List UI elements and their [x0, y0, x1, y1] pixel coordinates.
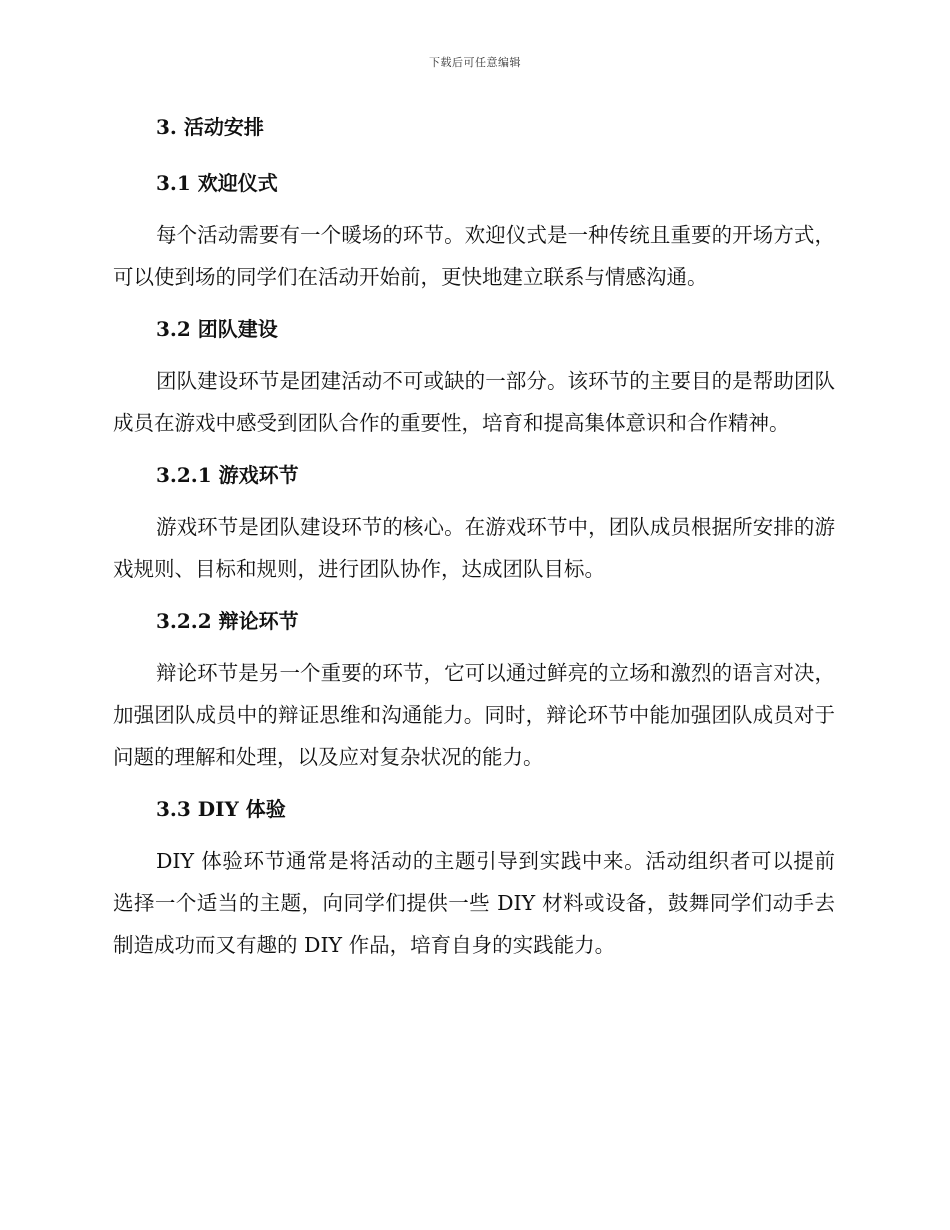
section-heading-3-2-2: 3.2.2 辩论环节 — [156, 609, 299, 633]
section-heading-3-2-1: 3.2.1 游戏环节 — [156, 463, 299, 487]
paragraph-3-3: DIY 体验环节通常是将活动的主题引导到实践中来。活动组织者可以提前选择一个适当的主题，向同学们提供一些 DIY 材料或设备，鼓舞同学们动手去制造成功而又有趣的 DIY 作品，培育自身的实践能力。 — [113, 849, 835, 957]
section-heading-3-3: 3.3 DIY 体验 — [156, 797, 286, 821]
paragraph-3-2: 团队建设环节是团建活动不可或缺的一部分。该环节的主要目的是帮助团队成员在游戏中感受到团队合作的重要性，培育和提高集体意识和合作精神。 — [113, 369, 835, 435]
paragraph-3-2-2: 辩论环节是另一个重要的环节，它可以通过鲜亮的立场和激烈的语言对决，加强团队成员中的辩证思维和沟通能力。同时，辩论环节中能加强团队成员对于问题的理解和处理，以及应对复杂状况的能力。 — [113, 661, 835, 769]
document-body — [113, 108, 835, 966]
page-header-note: 下载后可任意编辑 — [429, 56, 521, 69]
section-heading-3-1: 3.1 欢迎仪式 — [156, 171, 278, 195]
paragraph-3-1: 每个活动需要有一个暖场的环节。欢迎仪式是一种传统且重要的开场方式，可以使到场的同学们在活动开始前，更快地建立联系与情感沟通。 — [113, 223, 835, 289]
paragraph-3-2-1: 游戏环节是团队建设环节的核心。在游戏环节中，团队成员根据所安排的游戏规则、目标和规则，进行团队协作，达成团队目标。 — [113, 515, 835, 581]
section-heading-3-2: 3.2 团队建设 — [156, 317, 278, 341]
section-heading-3: 3. 活动安排 — [156, 115, 264, 139]
